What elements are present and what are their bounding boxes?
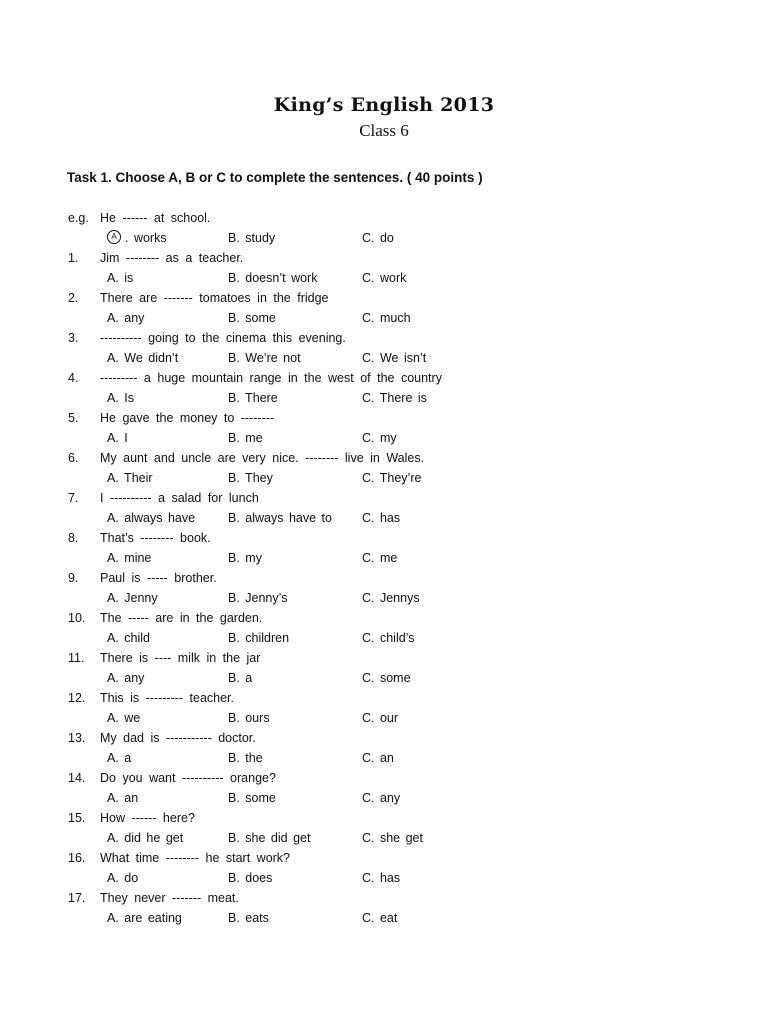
question-text: Do you want ---------- orange? <box>100 771 276 785</box>
question-text: I ---------- a salad for lunch <box>100 491 259 505</box>
question-item <box>0 328 768 368</box>
question-number: 3. <box>68 331 79 345</box>
question-item <box>0 248 768 288</box>
question-item <box>0 368 768 408</box>
question-item <box>0 448 768 488</box>
option-a: A. Is <box>107 391 135 405</box>
question-text: My aunt and uncle are very nice. -------- live in Wales. <box>100 451 425 465</box>
option-a: A. mine <box>107 551 152 565</box>
question-text: There is ---- milk in the jar <box>100 651 261 665</box>
option-b: B. some <box>228 311 276 325</box>
question-number: 2. <box>68 291 79 305</box>
option-c: C. me <box>362 551 398 565</box>
question-number: 8. <box>68 531 79 545</box>
option-c: C. she get <box>362 831 423 845</box>
option-c: C. my <box>362 431 397 445</box>
option-a: A. always have <box>107 511 196 525</box>
option-a: A. I <box>107 431 128 445</box>
question-text: My dad is ----------- doctor. <box>100 731 256 745</box>
example-option-c: C. do <box>362 231 394 245</box>
question-number: 12. <box>68 691 86 705</box>
option-a: A. a <box>107 751 132 765</box>
option-b: B. They <box>228 471 273 485</box>
question-number: 5. <box>68 411 79 425</box>
option-a: A. we <box>107 711 141 725</box>
option-a: A. Their <box>107 471 153 485</box>
option-b: B. the <box>228 751 263 765</box>
question-item <box>0 408 768 448</box>
option-b: B. does <box>228 871 273 885</box>
option-b: B. children <box>228 631 290 645</box>
question-number: 9. <box>68 571 79 585</box>
option-a: A. is <box>107 271 134 285</box>
question-number: 4. <box>68 371 79 385</box>
option-a: A. an <box>107 791 139 805</box>
task-heading: Task 1. Choose A, B or C to complete the sentences. ( 40 points ) <box>67 170 483 185</box>
question-number: 11. <box>68 651 85 665</box>
question-number: 7. <box>68 491 79 505</box>
option-b: B. eats <box>228 911 269 925</box>
option-a: A. any <box>107 311 145 325</box>
option-a: A. Jenny <box>107 591 158 605</box>
option-a: A. do <box>107 871 139 885</box>
question-number: 15. <box>68 811 86 825</box>
question-text: There are ------- tomatoes in the fridge <box>100 291 329 305</box>
option-c: C. eat <box>362 911 398 925</box>
option-b: B. ours <box>228 711 270 725</box>
option-c: C. our <box>362 711 399 725</box>
option-c: C. Jennys <box>362 591 420 605</box>
example-option-a-text: . works <box>125 231 167 245</box>
option-b: B. doesn’t work <box>228 271 318 285</box>
question-text: The ----- are in the garden. <box>100 611 263 625</box>
option-c: C. There is <box>362 391 427 405</box>
question-number: 14. <box>68 771 86 785</box>
option-a: A. child <box>107 631 150 645</box>
question-item <box>0 688 768 728</box>
question-item <box>0 888 768 928</box>
page-subtitle: Class 6 <box>359 121 409 140</box>
option-b: B. me <box>228 431 263 445</box>
option-b: B. my <box>228 551 262 565</box>
option-b: B. a <box>228 671 253 685</box>
example-question-text: He ------ at school. <box>100 211 211 225</box>
question-item <box>0 608 768 648</box>
question-number: 17. <box>68 891 86 905</box>
question-item <box>0 568 768 608</box>
circled-answer-marker: A <box>107 230 121 244</box>
option-c: C. an <box>362 751 394 765</box>
question-item <box>0 488 768 528</box>
option-c: C. any <box>362 791 401 805</box>
question-item <box>0 648 768 688</box>
question-number: 6. <box>68 451 79 465</box>
option-c: C. work <box>362 271 407 285</box>
question-text: ---------- going to the cinema this evening. <box>100 331 346 345</box>
page-title: King’s English 2013 <box>273 94 495 116</box>
option-b: B. some <box>228 791 276 805</box>
option-a: A. did he get <box>107 831 184 845</box>
question-text: How ------ here? <box>100 811 195 825</box>
question-item <box>0 808 768 848</box>
option-c: C. much <box>362 311 411 325</box>
option-b: B. We’re not <box>228 351 301 365</box>
option-c: C. They’re <box>362 471 422 485</box>
question-number: 1. <box>68 251 79 265</box>
question-text: This is --------- teacher. <box>100 691 234 705</box>
example-label: e.g. <box>68 211 89 225</box>
option-a: A. any <box>107 671 145 685</box>
option-c: C. child’s <box>362 631 415 645</box>
question-list <box>0 208 768 928</box>
option-c: C. has <box>362 511 401 525</box>
question-text: He gave the money to -------- <box>100 411 275 425</box>
question-item <box>0 848 768 888</box>
question-text: Jim -------- as a teacher. <box>100 251 244 265</box>
question-text: Paul is ----- brother. <box>100 571 217 585</box>
question-number: 16. <box>68 851 86 865</box>
option-b: B. Jenny’s <box>228 591 288 605</box>
question-item <box>0 728 768 768</box>
question-text: They never ------- meat. <box>100 891 239 905</box>
option-a: A. are eating <box>107 911 182 925</box>
question-text: That’s -------- book. <box>100 531 211 545</box>
example-item <box>0 208 768 248</box>
question-text: What time -------- he start work? <box>100 851 291 865</box>
question-number: 10. <box>68 611 86 625</box>
example-option-a <box>107 228 167 248</box>
option-c: C. some <box>362 671 411 685</box>
question-number: 13. <box>68 731 86 745</box>
question-item <box>0 768 768 808</box>
question-text: --------- a huge mountain range in the west of the country <box>100 371 442 385</box>
question-item <box>0 528 768 568</box>
option-b: B. always have to <box>228 511 332 525</box>
option-b: B. she did get <box>228 831 311 845</box>
question-item <box>0 288 768 328</box>
option-c: C. We isn’t <box>362 351 427 365</box>
option-a: A. We didn’t <box>107 351 179 365</box>
option-c: C. has <box>362 871 401 885</box>
example-option-b: B. study <box>228 231 276 245</box>
option-b: B. There <box>228 391 278 405</box>
